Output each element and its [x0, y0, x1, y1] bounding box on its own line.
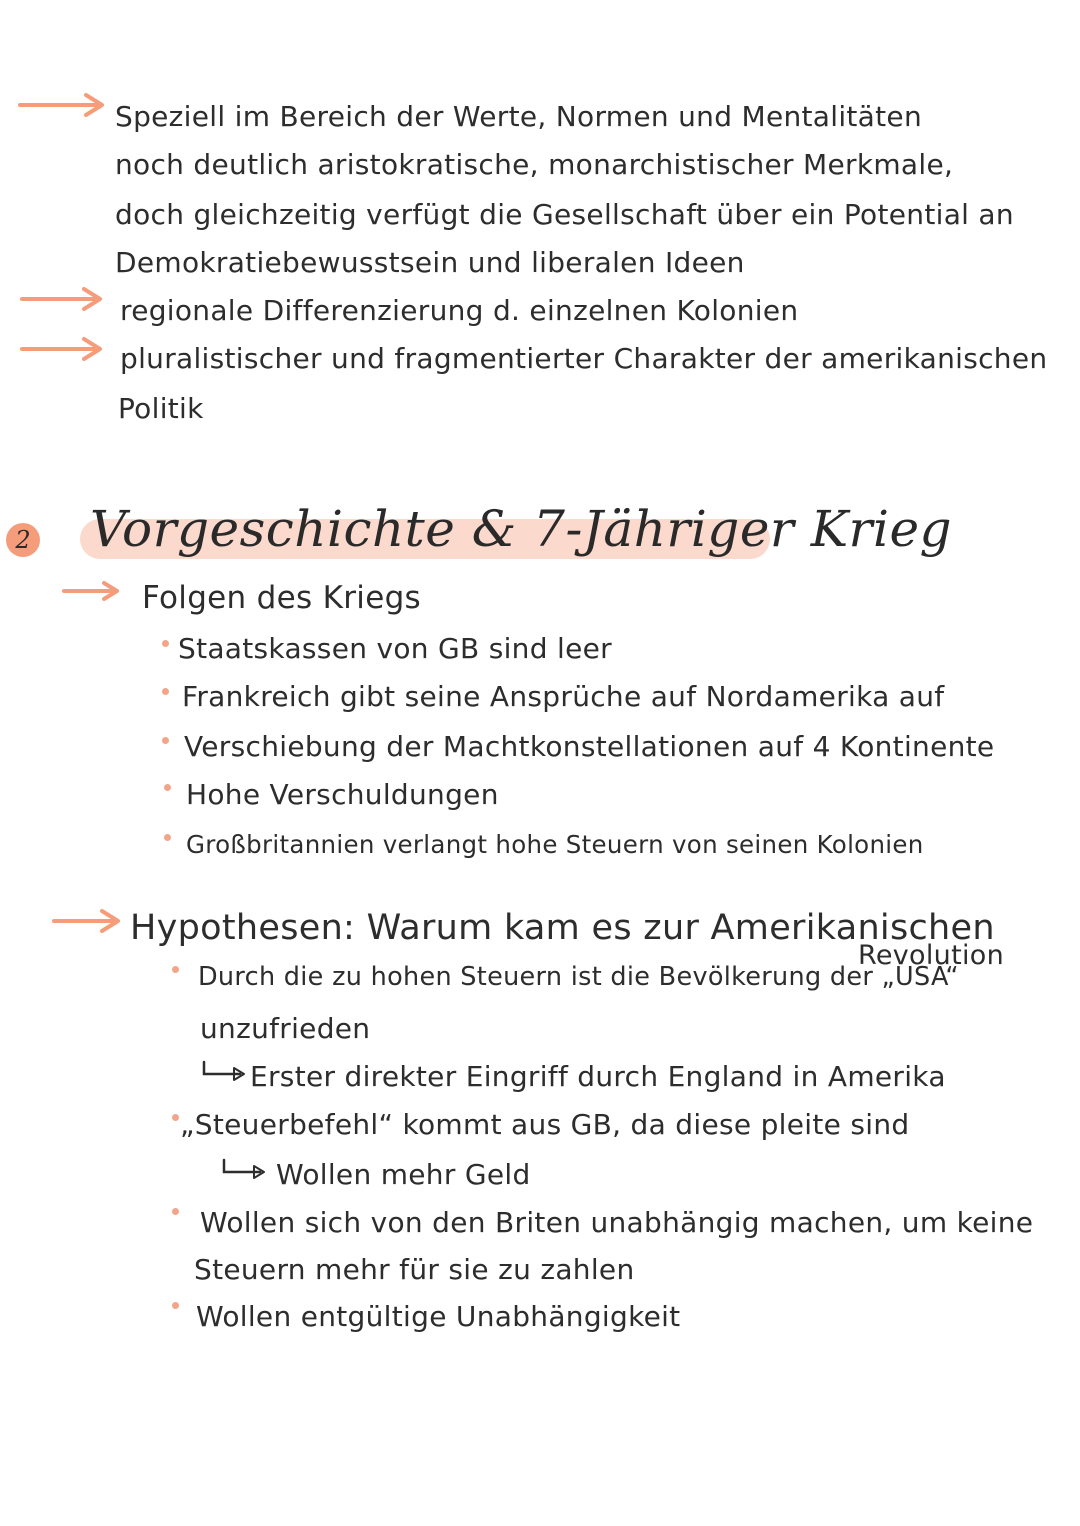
- consequence-item: Frankreich gibt seine Ansprüche auf Nordamerika auf: [182, 680, 945, 713]
- arrow-right-icon: [62, 580, 122, 602]
- section-number: 2: [15, 526, 31, 554]
- hypothesis-line: Steuern mehr für sie zu zahlen: [194, 1253, 635, 1286]
- intro-line: Politik: [118, 392, 204, 425]
- consequence-item: Hohe Verschuldungen: [186, 778, 499, 811]
- arrow-right-icon: [20, 286, 106, 312]
- intro-line: noch deutlich aristokratische, monarchistischer Merkmale,: [115, 148, 954, 181]
- hypothesis-line: unzufrieden: [200, 1012, 371, 1045]
- arrow-right-icon: [20, 336, 106, 362]
- hypotheses-heading-end: Revolution: [858, 940, 1004, 971]
- section-title: Vorgeschichte & 7-Jähriger Krieg: [90, 500, 953, 558]
- section-number-badge: [6, 523, 40, 557]
- hook-arrow-icon: [220, 1158, 270, 1186]
- arrow-right-icon: [18, 92, 108, 118]
- hypotheses-heading: Hypothesen: Warum kam es zur Amerikanischen: [130, 908, 995, 948]
- hypothesis-line: Wollen entgültige Unabhängigkeit: [196, 1300, 681, 1333]
- intro-line: pluralistischer und fragmentierter Charakter der amerikanischen: [120, 342, 1048, 375]
- hypothesis-line: Durch die zu hohen Steuern ist die Bevölkerung der „USA“: [198, 962, 959, 992]
- hypothesis-sub: Erster direkter Eingriff durch England in Amerika: [250, 1060, 946, 1093]
- intro-line: doch gleichzeitig verfügt die Gesellschaft über ein Potential an: [115, 198, 1014, 231]
- consequences-heading: Folgen des Kriegs: [142, 580, 421, 616]
- consequence-item: Großbritannien verlangt hohe Steuern von seinen Kolonien: [186, 830, 924, 859]
- bullet-dot: [164, 834, 171, 841]
- bullet-dot: [172, 966, 179, 973]
- bullet-dot: [162, 640, 169, 647]
- bullet-dot: [172, 1208, 179, 1215]
- hypothesis-line: „Steuerbefehl“ kommt aus GB, da diese pleite sind: [180, 1108, 910, 1141]
- bullet-dot: [164, 784, 171, 791]
- intro-line: Speziell im Bereich der Werte, Normen und Mentalitäten: [115, 100, 922, 133]
- consequence-item: Verschiebung der Machtkonstellationen auf 4 Kontinente: [184, 730, 995, 763]
- hypothesis-sub: Wollen mehr Geld: [276, 1158, 531, 1191]
- bullet-dot: [162, 737, 169, 744]
- bullet-dot: [172, 1302, 179, 1309]
- bullet-dot: [162, 688, 169, 695]
- bullet-dot: [172, 1114, 179, 1121]
- arrow-right-icon: [52, 908, 122, 934]
- intro-line: Demokratiebewusstsein und liberalen Ideen: [115, 246, 745, 279]
- hook-arrow-icon: [200, 1060, 248, 1088]
- consequence-item: Staatskassen von GB sind leer: [178, 632, 612, 665]
- intro-line: regionale Differenzierung d. einzelnen Kolonien: [120, 294, 799, 327]
- hypothesis-line: Wollen sich von den Briten unabhängig machen, um keine: [200, 1206, 1034, 1239]
